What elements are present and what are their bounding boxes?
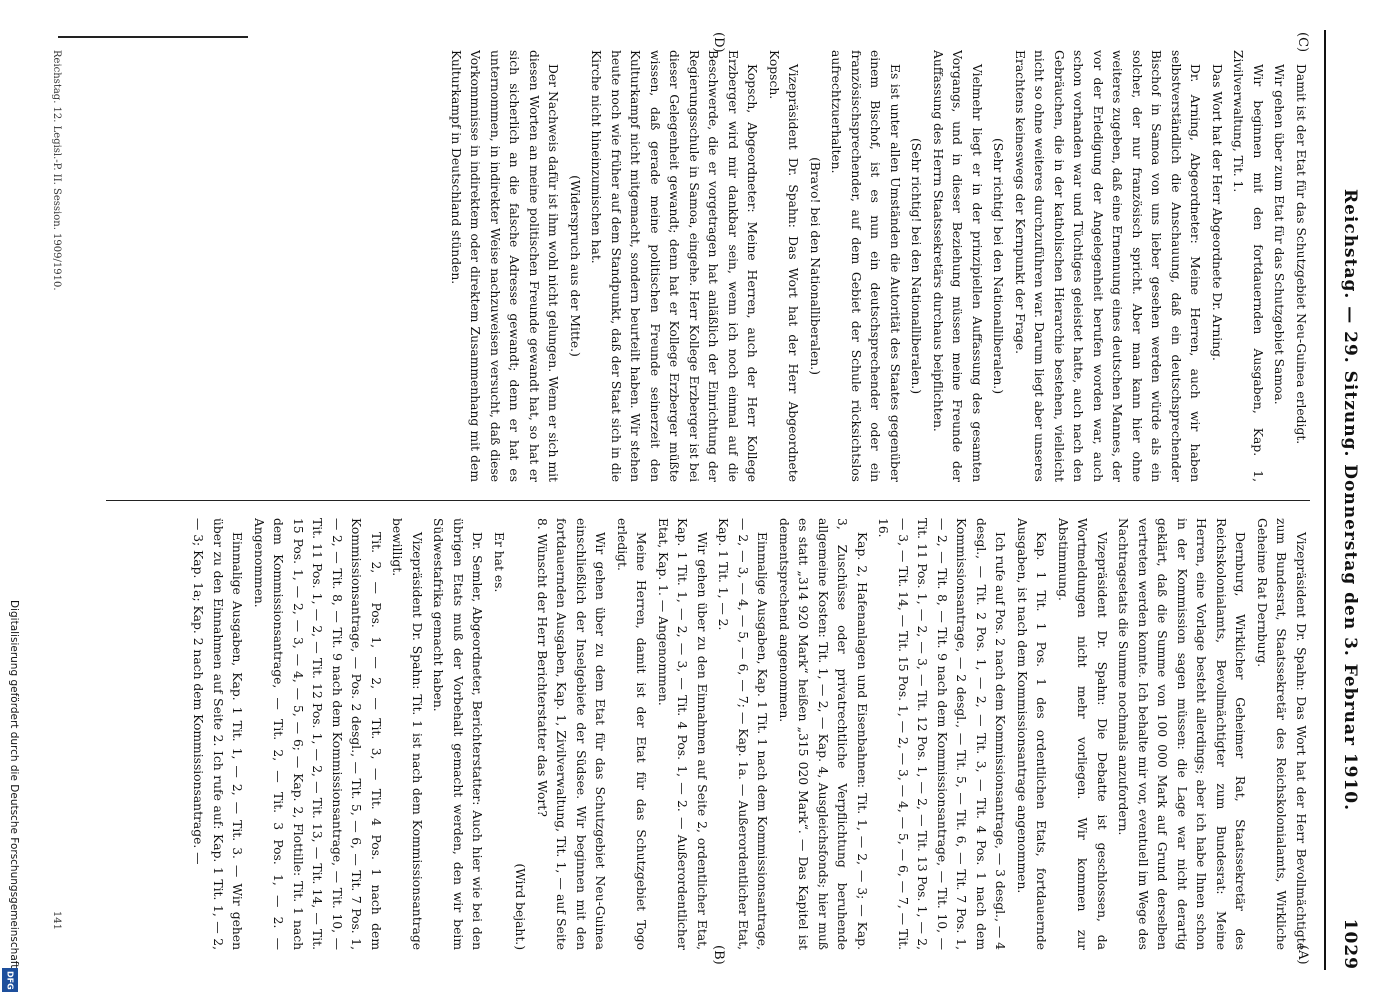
marker-c: (C): [1295, 32, 1310, 53]
interjection: (Sehr richtig! bei den Nationalliberalen.): [909, 137, 924, 394]
digitization-credit-bar: [2, 600, 20, 998]
paragraph: Tit. 2, — Pos. 1, — 2, — Tit. 3, — Tit. 4 Pos. 1 nach dem Kommissionsantrage, — Pos. 2 desgl., — Tit. 5, — 6, — Tit. 7 Pos. 1, — 2, — Tit. 8, — Tit. 9 nach dem Kommissionsantrage, — Tit. 10, — Tit. 11 Pos. 1, — 2, — Tit. 12 Pos. 1, — 2, — Tit. 13, — Tit. 14, — Tit. 15 Pos. 1, — 2, — 3, — 4, — 5, — 6; — Kap. 2, Flottille: Tit. 1 nach dem Kommissionsantrage, — Tit. 2, — Tit. 3 Pos. 1, — 2. — Angenommen.: [252, 518, 383, 950]
dfg-logo-text: DFG: [5, 970, 15, 990]
paragraph: Dernburg, Wirklicher Geheimer Rat, Staatssekretär des Reichskolonialamts, Bevollmächtigter zum Bundesrat: Meine Herren, eine Vorlage besteht allerdings; aber ich habe Ihnen schon in der Kommission sagen müssen: die Lage war nicht derartig geklärt, daß die Summe von 100 000 Mark auf Grund derselben vertreten werden konnte. Ich behalte mir vor, eventuell im Wege des Nachtragsetats die Summe nochmals anzufordern.: [1116, 518, 1248, 950]
column-divider: [106, 500, 1310, 501]
paragraph: Vizepräsident Dr. Spahn: Die Debatte ist geschlossen, da Wortmeldungen nicht mehr vorliegen. Wir kommen zur Abstimmung.: [1056, 518, 1109, 950]
interjection: (Wird bejaht.): [513, 863, 528, 950]
interjection: (Bravo! bei den Nationalliberalen.): [808, 157, 822, 375]
paragraph: Vielmehr liegt er in der prinzipiellen Auffassung des gesamten Vorgangs, und in dieser Beziehung müssen meine Freunde der Auffassung des Herrn Staatssekretärs durchaus beipflichten.: [931, 50, 984, 482]
paragraph: Wir beginnen mit den fortdauernden Ausgaben, Kap. 1, Zivilverwaltung, Tit. 1.: [1231, 50, 1265, 482]
paragraph: Wir gehen über zum Etat für das Schutzgebiet Samoa.: [1272, 64, 1287, 405]
marker-b: (B): [711, 945, 726, 965]
header-title: Reichstag. — 29. Sitzung. Donnerstag den 3. Februar 1910.: [1340, 188, 1360, 812]
paragraph: Einmalige Ausgaben, Kap. 1 Tit. 1, — 2, — Tit. 3. — Wir gehen über zu den Einnahmen auf Seite 2. Ich rufe auf: Kap. 1 Tit. 1, — 2, — 3; Kap. 1a; Kap. 2 nach dem Kommissionsantrage. —: [191, 518, 245, 950]
marker-a: (A): [1295, 945, 1310, 965]
paragraph: Vizepräsident Dr. Spahn: Tit. 1 ist nach dem Kommissionsantrage bewilligt.: [390, 518, 424, 950]
paragraph: Das Wort hat der Herr Abgeordnete Dr. Arning.: [1210, 64, 1224, 361]
paragraph: Wir gehen über zu dem Etat für das Schutzgebiet Neu-Guinea einschließlich der Inselgebiete der Südsee. Wir beginnen mit den fortdauernden Ausgaben, Kap. 1, Zivilverwaltung, Tit. 1, — auf Seite 8. Wünscht der Herr Berichterstatter das Wort?: [535, 518, 608, 950]
footer-publication: Reichstag. 12. Legisl.-P. II. Session. 1909/1910.: [51, 50, 62, 291]
digitization-credit: Digitalisierung gefördert durch die Deutsche Forschungsgemeinschaft: [8, 600, 20, 969]
paragraph: Er hat es.: [492, 532, 506, 593]
text-column-right: [92, 518, 1310, 950]
paragraph: Damit ist der Etat für das Schutzgebiet Neu-Guinea erledigt.: [1294, 64, 1308, 445]
interjection: (Sehr richtig! bei den Nationalliberalen.): [991, 137, 1006, 394]
dfg-logo: [2, 968, 18, 992]
paragraph: Ich rufe auf Pos. 2 nach dem Kommissionsantrage, — 3 desgl., — 4 desgl., — Tit. 2 Pos. 1, — 2, — Tit. 3, — Tit. 4 Pos. 1 nach dem Kommissionsantrage, — 2 desgl., — Tit. 5, — Tit. 6, — Tit. 7 Pos. 1, — 2, — Tit. 8, — Tit. 9 nach dem Kommissionsantrage, — Tit. 10, — Tit. 11 Pos. 1, — 2, — 3, — Tit. 12 Pos. 1, — 2, — Tit. 13 Pos. 1, — 2, — 3, — Tit. 14, — Tit. 15 Pos. 1, — 2, — 3, — 4, — 5, — 6, — 7, — Tit. 16.: [876, 518, 1008, 950]
paragraph: Dr. Arning, Abgeordneter: Meine Herren, auch wir haben selbstverständlich die Anschauung, daß ein deutschsprechender Bischof in Samoa von uns lieber gesehen werden würde als ein solcher, der nur französisch spricht. Aber man kann hier ohne weiteres zugeben, daß eine Ernennung eines deutschen Mannes, der vor der Erledigung der Angelegenheit berufen worden war, auch schon vorhanden war und Tüchtiges geleistet hatte, auch nach den Gebräuchen, die in der katholischen Hierarchie bestehen, vielleicht nicht so ohne weiteres durchzuführen war. Darum liegt aber unseres Erachtens keineswegs der Kernpunkt der Frage.: [1013, 50, 1203, 482]
interjection: (Widerspruch aus der Mitte.): [568, 175, 582, 357]
marker-d: (D): [711, 32, 726, 53]
page-number: 1029: [1340, 918, 1360, 970]
page-header: [1324, 30, 1366, 970]
paragraph: Kopsch, Abgeordneter: Meine Herren, auch der Herr Kollege Erzberger wird mir dankbar sein, wenn ich noch einmal auf die Beschwerde, die er vorgetragen hat anläßlich der Einrichtung der Regierungsschule in Samoa, eingehe. Herr Kollege Erzberger ist bei dieser Gelegenheit gewandt; denn hat er Kollege Erzberger müßte wissen, daß gerade meine politischen Freunde seinerzeit den Kulturkampf nicht mitgemacht, sondern beurteilt haben. Wir stehen heute noch wie früher auf dem Standpunkt, daß der Staat sich in die Kirche nicht hineinzumischen hat.: [589, 50, 760, 482]
footer-sheet-number: 141: [51, 910, 62, 930]
paragraph: Wir gehen über zu den Einnahmen auf Seite 2, ordentlicher Etat, Kap. 1 Tit. 1, — 2, — 3, — Tit. 4 Pos. 1, — 2. — Außerordentlicher Etat, Kap. 1. — Angenommen.: [656, 518, 709, 950]
paragraph: Es ist unter allen Umständen die Autorität des Staates gegenüber einem Bischof, ist es nun ein deutschsprechender oder ein französischsprechender, auf dem Gebiet der Schule rücksichtslos aufrechtzuerhalten.: [829, 50, 902, 482]
paragraph: Der Nachweis dafür ist ihm wohl nicht gelungen. Wenn er sich mit diesen Worten an meine politischen Freunde gewandt hat, so hat er sich sicherlich an die falsche Adresse gewandt; denn er hat es unternommen, in indirekter Weise nachzuweisen versucht, daß diese Vorkommnisse in indirektem oder direktem Zusammenhang mit dem Kulturkampf in Deutschland stünden.: [449, 50, 561, 482]
text-column-left: [92, 50, 1310, 482]
paragraph: Einmalige Ausgaben, Kap. 1 Tit. 1 nach dem Kommissionsantrage, — 2, — 3, — 4, — 5, — 6, — 7; — Kap. 1a. — Außerordentlicher Etat, Kap. 1 Tit. 1, — 2.: [716, 518, 770, 950]
paragraph: Dr. Semler, Abgeordneter, Berichterstatter: Auch hier wie bei den übrigen Etats muß der Vorbehalt gemacht werden, den wir beim Südwestafrika gemacht haben.: [431, 518, 485, 950]
page-footer: [42, 30, 62, 970]
paragraph: Kap. 1 Tit. 1 Pos. 1 des ordentlichen Etats, fortdauernde Ausgaben, ist nach dem Kommissionsantrage angenommen.: [1015, 518, 1049, 950]
rotated-page-content: [36, 30, 1366, 970]
paragraph: Kap. 2, Hafenanlagen und Eisenbahnen: Tit. 1, — 2, — 3; — Kap. 3, Zuschüsse oder privatrechtliche Verpflichtung beruhende allgemeine Kosten: Tit. 1, — 2, — Kap. 4, Ausgleichsfonds; hier muß es statt „314 920 Mark“ heißen „315 020 Mark“. — Das Kapitel ist dementsprechend angenommen.: [777, 518, 869, 950]
paragraph: Vizepräsident Dr. Spahn: Das Wort hat der Herr Bevollmächtigte zum Bundesrat, Staatssekretär des Reichskolonialamts, Wirkliche Geheime Rat Dernburg.: [1255, 518, 1308, 950]
paragraph: Vizepräsident Dr. Spahn: Das Wort hat der Herr Abgeordnete Kopsch.: [767, 50, 801, 482]
paragraph: Meine Herren, damit ist der Etat für das Schutzgebiet Togo erledigt.: [615, 518, 649, 950]
